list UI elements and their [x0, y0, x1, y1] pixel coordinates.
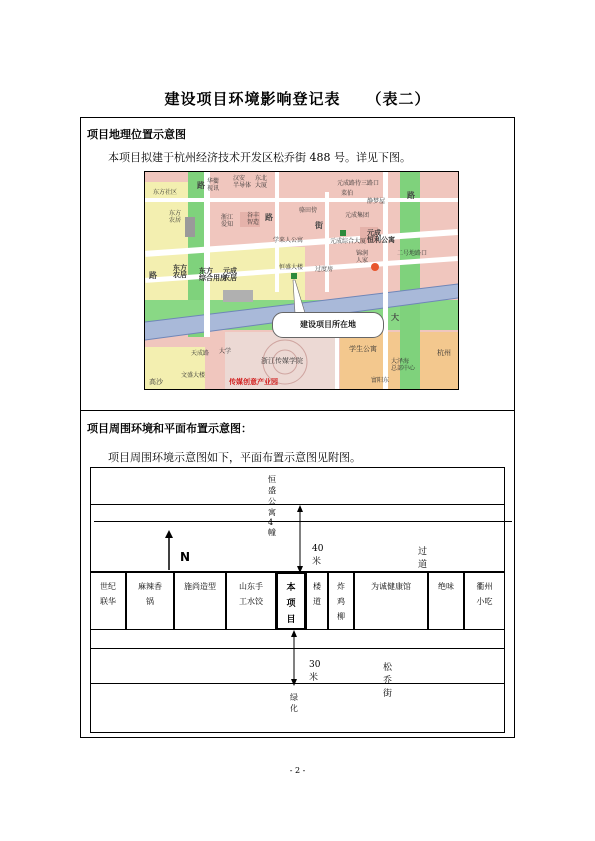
map-label: 恒盛大楼 — [279, 264, 304, 271]
map-label: 学生公寓 — [349, 345, 377, 353]
road-label: 大 — [391, 313, 399, 322]
road-label: 路 — [407, 191, 415, 200]
green-bottom-line — [90, 732, 505, 733]
map-label: 静梦屋 — [367, 198, 386, 205]
distance-arrow-south-icon — [288, 630, 300, 686]
map-label: 富阳东 — [371, 377, 390, 384]
map-label: 元成综合大厦 — [330, 238, 367, 245]
shop-cell: 世纪 联华 — [90, 572, 126, 630]
right-edge — [504, 505, 505, 572]
map-label: 华衢 视讯 — [207, 178, 220, 192]
left-edge-south — [90, 630, 91, 733]
map-label: 文盛大楼 — [181, 372, 206, 379]
map-label: 骆田傍 — [299, 207, 318, 214]
north-building-box — [90, 467, 505, 505]
map-label: 大泽海 总部中心 — [391, 358, 416, 372]
north-arrow-icon — [162, 530, 176, 570]
road-label: 路 — [197, 181, 205, 190]
map-label: 菜伯 — [341, 190, 354, 197]
section1-text: 本项目拟建于杭州经济技术开发区松乔街 488 号。详见下图。 — [108, 151, 411, 164]
title-text: 建设项目环境影响登记表 — [164, 90, 341, 108]
road-label: 街 — [315, 221, 323, 230]
map-label: 东方 农居 — [169, 210, 182, 224]
map-red-label: 传媒创意产业园 — [229, 378, 278, 386]
shop-cell: 楼 道 — [306, 572, 328, 630]
subtitle-text: （表二） — [366, 90, 431, 108]
map-label: 谷丰 智造 — [247, 212, 260, 226]
map-label: 学来人公寓 — [273, 237, 304, 244]
north-mark: N — [180, 550, 191, 564]
map-label: 天成路 — [191, 350, 210, 357]
shop-cell: 山东手 工水饺 — [226, 572, 276, 630]
project-cell: 本 项 目 — [276, 572, 306, 630]
section1-heading: 项目地理位置示意图 — [87, 128, 186, 141]
south-road-label: 松乔街 — [383, 663, 393, 699]
left-edge — [90, 505, 91, 572]
green-label: 绿化 — [290, 693, 298, 713]
distance-arrow-north-icon — [294, 505, 306, 575]
shop-cell: 为诚健康馆 — [354, 572, 428, 630]
map-label: 浙江 爱知 — [221, 214, 234, 228]
page-title — [0, 88, 595, 109]
map-label: 高沙 — [149, 378, 163, 386]
north-distance: 40 米 — [312, 544, 324, 567]
section2-heading: 项目周围环境和平面布置示意图： — [87, 422, 252, 435]
south-distance: 30 米 — [309, 660, 321, 683]
section2-text: 项目周围环境示意图如下，平面布置示意图见附图。 — [108, 451, 361, 464]
section-divider — [80, 410, 515, 411]
project-location-callout: 建设项目所在地 — [272, 312, 384, 338]
shop-cell: 施尚造型 — [174, 572, 226, 630]
right-edge-south — [504, 630, 505, 733]
map-label: 东方社区 — [153, 189, 178, 196]
map-label: 元成集团 — [345, 212, 370, 219]
north-building-label: 恒盛公寓 4 幢 — [268, 475, 276, 537]
road-label: 路 — [149, 271, 157, 280]
map-label: 东方 综合用房 — [199, 267, 227, 282]
map-label: 元成 农居 — [223, 267, 237, 282]
map-label: 二号地路口 — [397, 250, 428, 257]
map-label: 杭州 — [437, 349, 451, 357]
shop-cell: 麻辣香 锅 — [126, 572, 174, 630]
north-road-label: 过道 — [418, 547, 428, 570]
map-label: 浙江传媒学院 — [261, 357, 303, 365]
map-label: 东方 农居 — [173, 264, 187, 279]
road-label: 路 — [265, 213, 273, 222]
shop-cell: 衢州 小吃 — [464, 572, 505, 630]
page-number: - 2 - — [289, 766, 306, 775]
map-label: 元成路待三路口 — [337, 180, 380, 187]
map-label: 汉安 半导体 — [233, 175, 252, 189]
map-label: 东北 大厦 — [255, 175, 268, 189]
map-label: 过度房 — [315, 266, 334, 273]
location-map — [144, 171, 459, 390]
map-label: 锦润 人家 — [356, 250, 369, 264]
shop-cell: 绝味 — [428, 572, 464, 630]
map-label: 元成 恒利公寓 — [367, 229, 395, 244]
shop-cell: 炸 鸡 柳 — [328, 572, 354, 630]
map-label: 大学 — [219, 348, 232, 355]
